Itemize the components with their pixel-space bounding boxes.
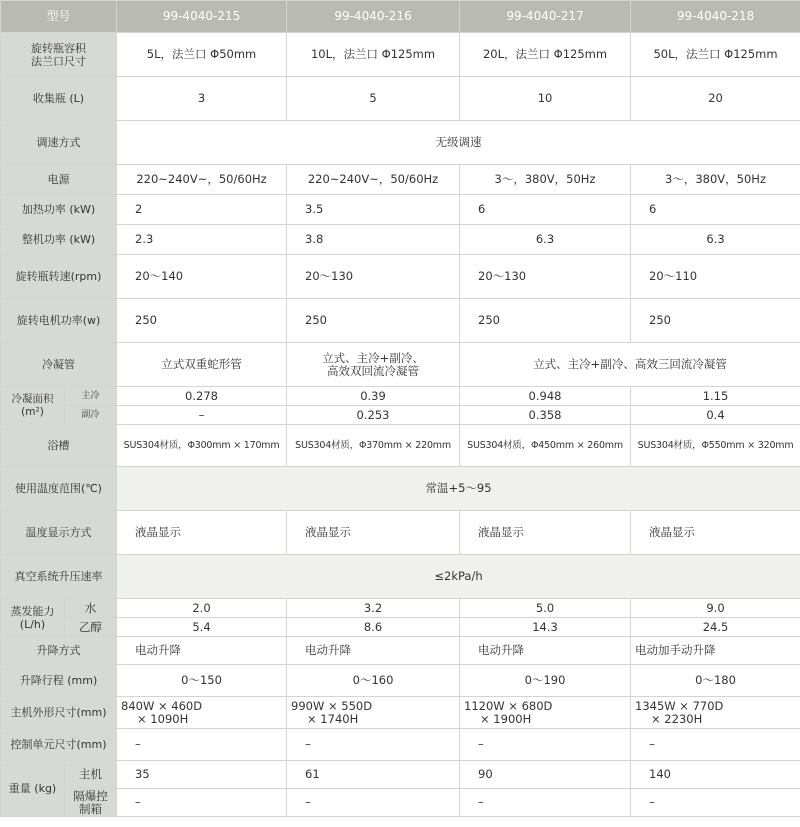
- evap-water-value: 3.2: [287, 599, 460, 618]
- vacuum-row: [1, 555, 800, 599]
- collect-row: [1, 77, 800, 121]
- heat-value: 6: [460, 195, 631, 225]
- lift-mode-value: 电动升降: [117, 637, 287, 665]
- cond-area-label: 冷凝面积 (m²): [1, 387, 65, 425]
- rpm-value: 20～130: [460, 255, 631, 299]
- lift-stroke-value: 0～190: [460, 665, 631, 697]
- dims-row: [1, 697, 800, 729]
- motor-value: 250: [631, 299, 800, 343]
- model-217: 99-4040-217: [460, 1, 631, 33]
- flask-value: 5L，法兰口 Φ50mm: [117, 33, 287, 77]
- temp-range-row: [1, 467, 800, 511]
- vacuum-label: 真空系统升压速率: [1, 555, 117, 599]
- motor-value: 250: [460, 299, 631, 343]
- temp-display-value: 液晶显示: [287, 511, 460, 555]
- control-dims-value: –: [460, 729, 631, 761]
- weight-main-label: 主机: [65, 761, 117, 789]
- evap-ethanol-label: 乙醇: [65, 618, 117, 637]
- evap-water-value: 2.0: [117, 599, 287, 618]
- control-dims-value: –: [287, 729, 460, 761]
- motor-value: 250: [117, 299, 287, 343]
- temp-display-value: 液晶显示: [631, 511, 800, 555]
- flask-value: 50L，法兰口 Φ125mm: [631, 33, 800, 77]
- weight-main-value: 90: [460, 761, 631, 789]
- model-label: 型号: [1, 1, 117, 33]
- condenser-value: 立式双重蛇形管: [117, 343, 287, 387]
- control-dims-label: 控制单元尺寸(mm): [1, 729, 117, 761]
- control-dims-value: –: [117, 729, 287, 761]
- flask-value: 10L，法兰口 Φ125mm: [287, 33, 460, 77]
- motor-label: 旋转电机功率(w): [1, 299, 117, 343]
- weight-box-value: –: [631, 789, 800, 817]
- control-dims-value: –: [631, 729, 800, 761]
- total-power-row: [1, 225, 800, 255]
- heat-value: 3.5: [287, 195, 460, 225]
- rpm-value: 20～140: [117, 255, 287, 299]
- rpm-value: 20～130: [287, 255, 460, 299]
- weight-box-label: 隔爆控 制箱: [65, 789, 117, 817]
- lift-mode-value: 电动升降: [287, 637, 460, 665]
- model-216: 99-4040-216: [287, 1, 460, 33]
- cond-sub-value: –: [117, 406, 287, 425]
- lift-stroke-value: 0～150: [117, 665, 287, 697]
- evap-water-label: 水: [65, 599, 117, 618]
- total-power-value: 3.8: [287, 225, 460, 255]
- temp-display-value: 液晶显示: [117, 511, 287, 555]
- lift-mode-row: [1, 637, 800, 665]
- weight-main-value: 61: [287, 761, 460, 789]
- total-power-value: 6.3: [631, 225, 800, 255]
- condenser-row: [1, 343, 800, 387]
- rpm-value: 20～110: [631, 255, 800, 299]
- dims-value: 1120W × 680D × 1900H: [460, 697, 631, 729]
- condenser-value: 立式、主冷+副冷、 高效双回流冷凝管: [287, 343, 460, 387]
- temp-range-label: 使用温度范围(℃): [1, 467, 117, 511]
- lift-mode-value: 电动升降: [460, 637, 631, 665]
- evap-ethanol-value: 24.5: [631, 618, 800, 637]
- flask-value: 20L，法兰口 Φ125mm: [460, 33, 631, 77]
- weight-main-value: 35: [117, 761, 287, 789]
- condenser-label: 冷凝管: [1, 343, 117, 387]
- bath-value: SUS304材质，Φ450mm × 260mm: [460, 425, 631, 467]
- heat-value: 2: [117, 195, 287, 225]
- power-value: 3～，380V，50Hz: [631, 165, 800, 195]
- dims-value: 840W × 460D × 1090H: [117, 697, 287, 729]
- motor-value: 250: [287, 299, 460, 343]
- heat-row: [1, 195, 800, 225]
- speed-mode-label: 调速方式: [1, 121, 117, 165]
- lift-stroke-label: 升降行程 (mm): [1, 665, 117, 697]
- temp-range-value: 常温+5～95: [117, 467, 800, 511]
- bath-value: SUS304材质，Φ300mm × 170mm: [117, 425, 287, 467]
- heat-label: 加热功率 (kW): [1, 195, 117, 225]
- cond-main-value: 0.278: [117, 387, 287, 406]
- speed-mode-row: [1, 121, 800, 165]
- lift-stroke-value: 0～180: [631, 665, 800, 697]
- dims-value: 990W × 550D × 1740H: [287, 697, 460, 729]
- lift-stroke-value: 0～160: [287, 665, 460, 697]
- motor-row: [1, 299, 800, 343]
- weight-main-row: [1, 761, 800, 789]
- total-power-value: 6.3: [460, 225, 631, 255]
- control-dims-row: [1, 729, 800, 761]
- cond-sub-label: 副冷: [65, 406, 117, 425]
- evap-ethanol-row: [1, 618, 800, 637]
- flask-label: 旋转瓶容积 法兰口尺寸: [1, 33, 117, 77]
- rpm-row: [1, 255, 800, 299]
- dims-label: 主机外形尺寸(mm): [1, 697, 117, 729]
- collect-value: 10: [460, 77, 631, 121]
- condenser-value: 立式、主冷+副冷、高效三回流冷凝管: [460, 343, 800, 387]
- collect-value: 3: [117, 77, 287, 121]
- evap-label: 蒸发能力 (L/h): [1, 599, 65, 637]
- speed-mode-value: 无级调速: [117, 121, 800, 165]
- flask-row: [1, 33, 800, 77]
- bath-value: SUS304材质，Φ550mm × 320mm: [631, 425, 800, 467]
- bath-label: 浴槽: [1, 425, 117, 467]
- lift-mode-value: 电动加手动升降: [631, 637, 800, 665]
- evap-ethanol-value: 8.6: [287, 618, 460, 637]
- evap-water-row: [1, 599, 800, 618]
- lift-stroke-row: [1, 665, 800, 697]
- weight-main-value: 140: [631, 761, 800, 789]
- power-value: 3～，380V，50Hz: [460, 165, 631, 195]
- cond-sub-value: 0.4: [631, 406, 800, 425]
- power-value: 220~240V~，50/60Hz: [287, 165, 460, 195]
- weight-box-value: –: [460, 789, 631, 817]
- total-power-label: 整机功率 (kW): [1, 225, 117, 255]
- rpm-label: 旋转瓶转速(rpm): [1, 255, 117, 299]
- model-215: 99-4040-215: [117, 1, 287, 33]
- lift-mode-label: 升降方式: [1, 637, 117, 665]
- vacuum-value: ≤2kPa/h: [117, 555, 800, 599]
- bath-row: [1, 425, 800, 467]
- weight-label: 重量 (kg): [1, 761, 65, 817]
- evap-water-value: 5.0: [460, 599, 631, 618]
- cond-main-value: 0.948: [460, 387, 631, 406]
- cond-main-label: 主冷: [65, 387, 117, 406]
- power-row: [1, 165, 800, 195]
- bath-value: SUS304材质，Φ370mm × 220mm: [287, 425, 460, 467]
- power-label: 电源: [1, 165, 117, 195]
- total-power-value: 2.3: [117, 225, 287, 255]
- evap-water-value: 9.0: [631, 599, 800, 618]
- temp-display-label: 温度显示方式: [1, 511, 117, 555]
- cond-sub-value: 0.253: [287, 406, 460, 425]
- weight-box-row: [1, 789, 800, 817]
- cond-area-sub-row: [1, 406, 800, 425]
- evap-ethanol-value: 5.4: [117, 618, 287, 637]
- header-row: [1, 1, 800, 33]
- temp-display-row: [1, 511, 800, 555]
- heat-value: 6: [631, 195, 800, 225]
- cond-area-main-row: [1, 387, 800, 406]
- evap-ethanol-value: 14.3: [460, 618, 631, 637]
- weight-box-value: –: [117, 789, 287, 817]
- weight-box-value: –: [287, 789, 460, 817]
- dims-value: 1345W × 770D × 2230H: [631, 697, 800, 729]
- cond-sub-value: 0.358: [460, 406, 631, 425]
- collect-label: 收集瓶 (L): [1, 77, 117, 121]
- cond-main-value: 0.39: [287, 387, 460, 406]
- temp-display-value: 液晶显示: [460, 511, 631, 555]
- collect-value: 5: [287, 77, 460, 121]
- power-value: 220~240V~，50/60Hz: [117, 165, 287, 195]
- collect-value: 20: [631, 77, 800, 121]
- cond-main-value: 1.15: [631, 387, 800, 406]
- model-218: 99-4040-218: [631, 1, 800, 33]
